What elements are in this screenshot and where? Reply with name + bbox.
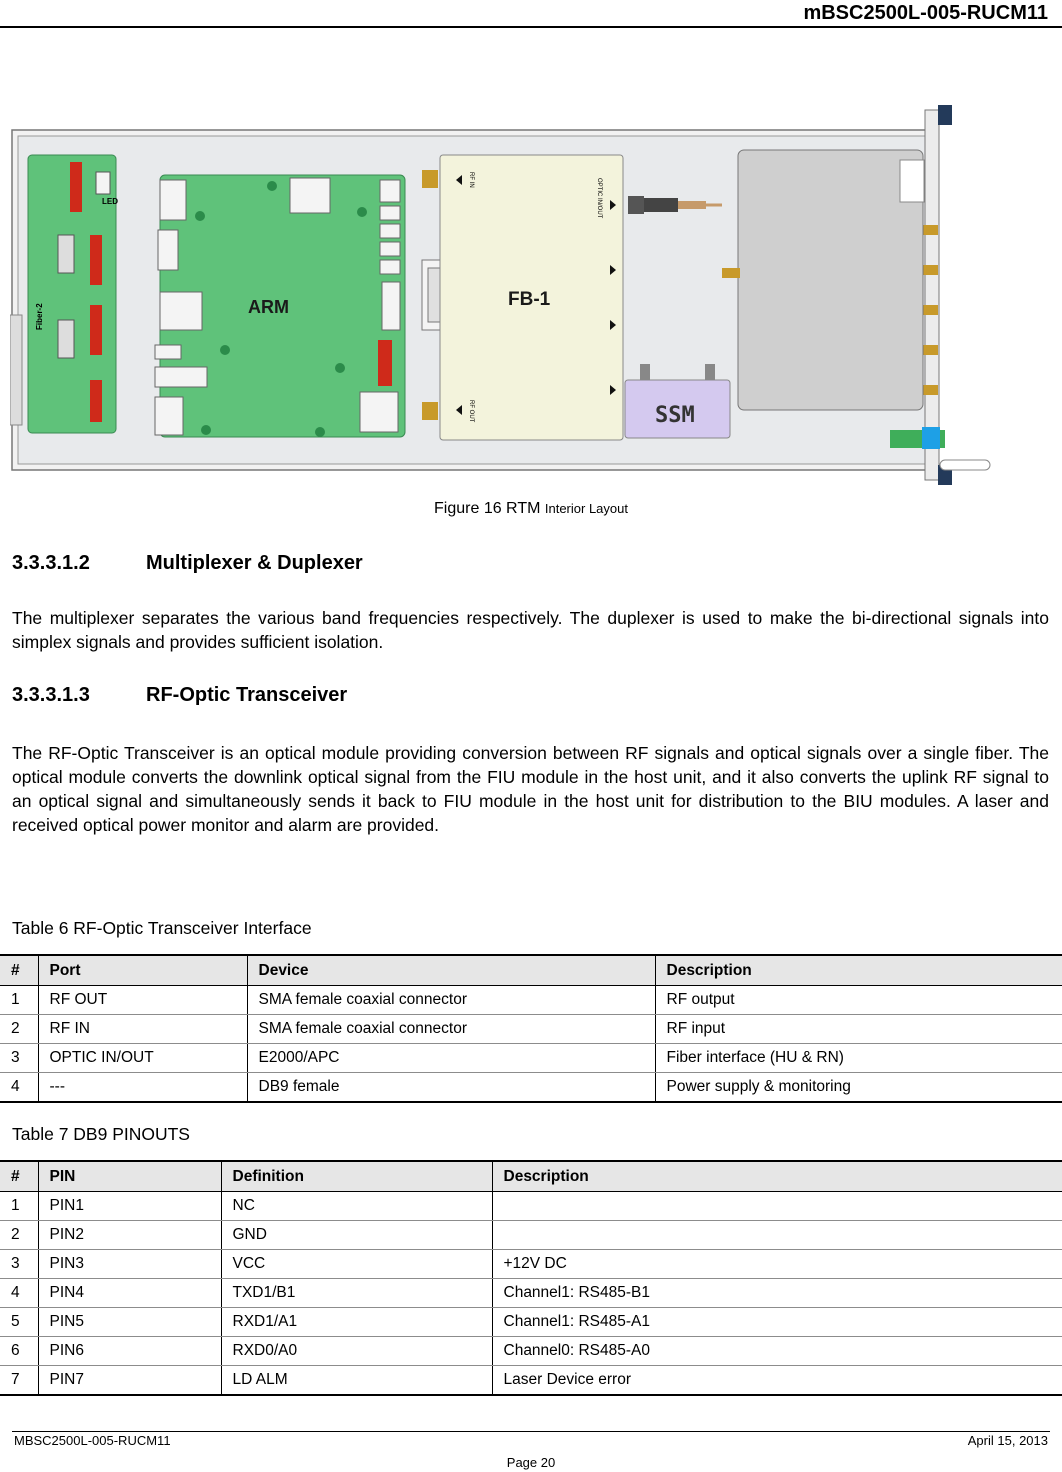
table-row [0,1015,1062,1044]
table-cell: PIN2 [38,1221,221,1250]
table-row [0,1250,1062,1279]
fiber-board-label: Fiber-2 [35,303,44,330]
table-cell: 7 [0,1366,38,1396]
table-cell: 5 [0,1308,38,1337]
page-number: Page 20 [506,1455,556,1470]
table-cell: PIN6 [38,1337,221,1366]
table-header-row [0,955,1062,986]
table-row [0,1192,1062,1221]
table-cell: NC [221,1192,492,1221]
footer-doc-id: MBSC2500L-005-RUCM11 [14,1433,171,1448]
ssm-label: SSM [655,403,695,428]
table-header-cell: Device [247,955,655,986]
table-cell: PIN7 [38,1366,221,1396]
led-label: LED [102,197,118,206]
fb-board-label: FB-1 [508,289,551,310]
table-cell: OPTIC IN/OUT [38,1044,247,1073]
table-cell: 2 [0,1221,38,1250]
page-header [0,0,1062,28]
table-cell: Channel0: RS485-A0 [492,1337,1062,1366]
footer-date: April 15, 2013 [967,1433,1048,1448]
table-header-cell: Description [492,1161,1062,1192]
table-row [0,1221,1062,1250]
table7-db9-pinouts [0,1160,1062,1396]
table-cell: SMA female coaxial connector [247,1015,655,1044]
section-heading-rf-optic: 3.3.3.1.3 RF-Optic Transceiver [12,684,348,706]
table-header-row [0,1161,1062,1192]
table-cell: RXD0/A0 [221,1337,492,1366]
table-header-cell: Description [655,955,1062,986]
table-cell: LD ALM [221,1366,492,1396]
table-cell: +12V DC [492,1250,1062,1279]
rf-in-label: RF IN [468,172,474,188]
table-cell: RF IN [38,1015,247,1044]
table-cell: SMA female coaxial connector [247,986,655,1015]
table-cell: PIN3 [38,1250,221,1279]
section-text-rf-optic: The RF-Optic Transceiver is an optical module providing conversion between RF signals and optical signals over a single fiber. The optical module converts the downlink optical signal from the FIU module in the host unit, and it also converts the uplink RF signal to an optical signal and simultaneously sends it back to FIU module in the host unit for distribution to the BIU modules. A laser and received optical power monitor and alarm are provided. [12,743,1049,835]
table-cell: Channel1: RS485-B1 [492,1279,1062,1308]
table-cell: Fiber interface (HU & RN) [655,1044,1062,1073]
table6-rf-optic-interface [0,954,1062,1103]
table-cell: PIN4 [38,1279,221,1308]
table-cell: 4 [0,1073,38,1103]
table-cell: PIN1 [38,1192,221,1221]
table-cell: 3 [0,1250,38,1279]
table-cell: Power supply & monitoring [655,1073,1062,1103]
table-row [0,1337,1062,1366]
table-cell: RF input [655,1015,1062,1044]
table-cell: 2 [0,1015,38,1044]
table-cell: Laser Device error [492,1366,1062,1396]
table-row [0,986,1062,1015]
table-header-cell: Port [38,955,247,986]
rf-out-label: RF OUT [468,400,474,423]
table-cell: 1 [0,1192,38,1221]
table-cell: RF output [655,986,1062,1015]
table-cell: GND [221,1221,492,1250]
table-header-cell: # [0,1161,38,1192]
arm-board-label: ARM [248,297,289,317]
table-cell: 1 [0,986,38,1015]
table-cell: 6 [0,1337,38,1366]
table-row [0,1279,1062,1308]
table-row [0,1044,1062,1073]
table-row [0,1308,1062,1337]
table-cell: PIN5 [38,1308,221,1337]
table-cell [492,1192,1062,1221]
table-cell: 4 [0,1279,38,1308]
table-header-cell: PIN [38,1161,221,1192]
rtm-interior-layout-figure [10,100,1010,490]
figure-caption: Figure 16 RTM Interior Layout [434,500,628,517]
table-cell: TXD1/B1 [221,1279,492,1308]
section-text-multiplexer: The multiplexer separates the various band frequencies respectively. The duplexer is used to make the bi-directional signals into simplex signals and provides sufficient isolation. [12,608,1049,652]
table-header-cell: Definition [221,1161,492,1192]
table-cell: 3 [0,1044,38,1073]
table-cell: --- [38,1073,247,1103]
table-cell: VCC [221,1250,492,1279]
table-cell: Channel1: RS485-A1 [492,1308,1062,1337]
table-cell: DB9 female [247,1073,655,1103]
document-id: mBSC2500L-005-RUCM11 [803,2,1048,24]
table6-caption: Table 6 RF-Optic Transceiver Interface [12,918,312,938]
table-cell: RXD1/A1 [221,1308,492,1337]
table-cell: E2000/APC [247,1044,655,1073]
footer-divider [12,1431,1050,1432]
table-cell: RF OUT [38,986,247,1015]
section-heading-multiplexer: 3.3.3.1.2 Multiplexer & Duplexer [12,552,363,574]
optic-label: OPTIC IN/OUT [596,178,602,219]
table-row [0,1073,1062,1103]
table-row [0,1366,1062,1396]
table-cell [492,1221,1062,1250]
table7-caption: Table 7 DB9 PINOUTS [12,1124,190,1144]
table-header-cell: # [0,955,38,986]
